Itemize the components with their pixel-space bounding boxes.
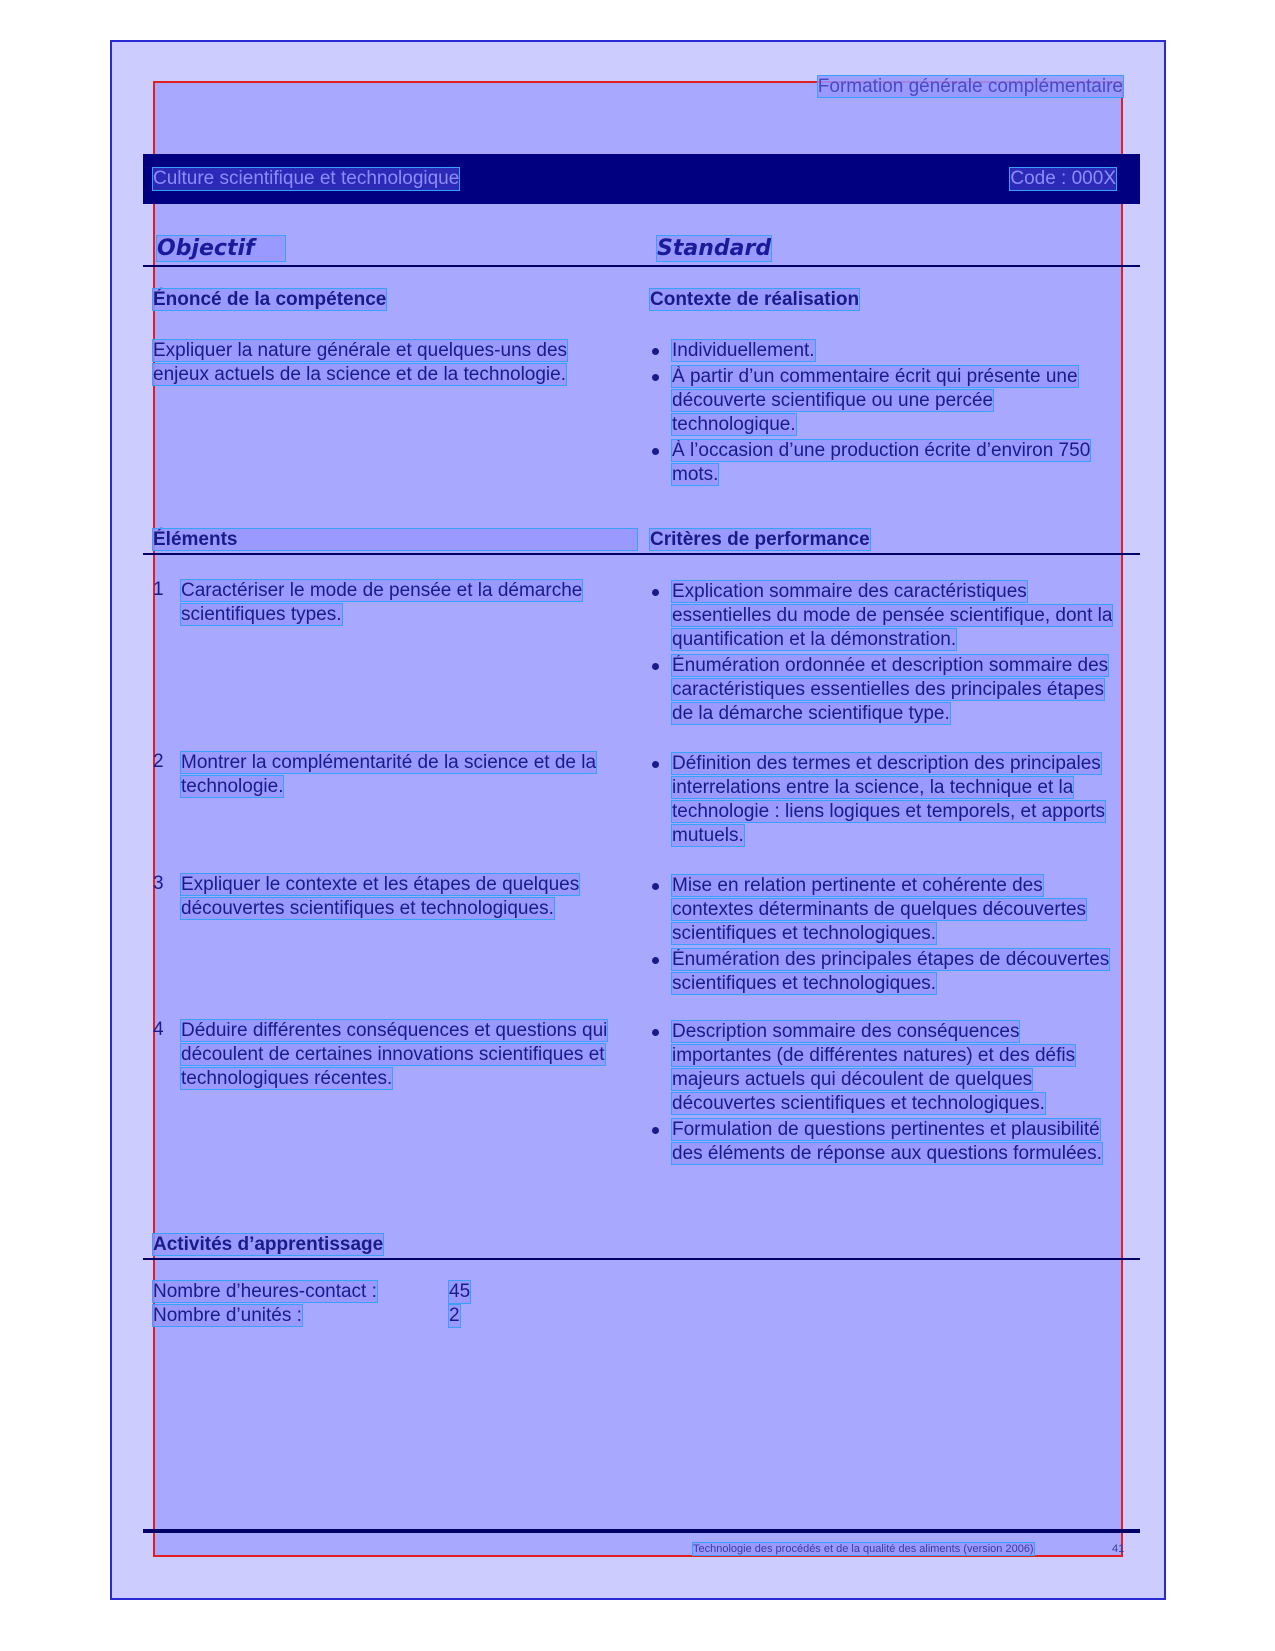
element-number: 3 [153, 873, 164, 894]
list-item: Énumération ordonnée et description sommaire des caractéristiques essentielles des principales étapes de la démarche scientifique type. [650, 654, 1120, 726]
list-item: Mise en relation pertinente et cohérente des contextes déterminants de quelques découvertes scientifiques et technologiques. [650, 874, 1120, 946]
element-text: Expliquer le contexte et les étapes de quelques découvertes scientifiques et technologiques. [181, 874, 580, 919]
list-item: Définition des termes et description des principales interrelations entre la science, la technique et la technologie : liens logiques et temporels, et apports mutuels. [650, 752, 1120, 848]
criteria-heading: Critères de performance [650, 529, 870, 550]
section-divider [143, 553, 1140, 555]
hours-row: Nombre d’heures-contact : 45 [153, 1281, 471, 1302]
section-divider [143, 265, 1140, 267]
footer-text: Technologie des procédés et de la qualité des aliments (version 2006) [693, 1543, 1034, 1555]
activities-heading: Activités d’apprentissage [153, 1234, 384, 1255]
program-header: Formation générale complémentaire [817, 76, 1123, 97]
list-item: À l’occasion d’une production écrite d’environ 750 mots. [650, 439, 1120, 487]
criteria-list [650, 580, 1120, 728]
criteria-list [650, 752, 1120, 850]
context-heading: Contexte de réalisation [650, 289, 860, 310]
objective-heading: Objectif [157, 236, 285, 261]
list-item: Formulation de questions pertinentes et plausibilité des éléments de réponse aux questions formulées. [650, 1118, 1120, 1166]
list-item: Explication sommaire des caractéristiques essentielles du mode de pensée scientifique, dont la quantification et la démonstration. [650, 580, 1120, 652]
units-value: 2 [449, 1305, 460, 1326]
criteria-list [650, 1020, 1120, 1168]
element-text: Montrer la complémentarité de la science et de la technologie. [181, 752, 597, 797]
element-text: Déduire différentes conséquences et questions qui découlent de certaines innovations scientifiques et technologiques récentes. [181, 1020, 608, 1089]
element-number: 2 [153, 751, 164, 772]
context-list [650, 339, 1120, 489]
element-text: Caractériser le mode de pensée et la démarche scientifiques types. [181, 580, 583, 625]
list-item: Individuellement. [650, 339, 1120, 363]
course-banner [143, 154, 1140, 204]
list-item: Description sommaire des conséquences importantes (de différentes natures) et des défis majeurs actuels qui découlent de quelques découvertes scientifiques et technologiques. [650, 1020, 1120, 1116]
units-row: Nombre d’unités : 2 [153, 1305, 460, 1326]
element-number: 4 [153, 1019, 164, 1040]
footer-divider [143, 1529, 1140, 1533]
criteria-list [650, 874, 1120, 998]
list-item: À partir d’un commentaire écrit qui présente une découverte scientifique ou une percée technologique. [650, 365, 1120, 437]
course-code: Code : 000X [1010, 168, 1116, 189]
section-divider [143, 1258, 1140, 1260]
list-item: Énumération des principales étapes de découvertes scientifiques et technologiques. [650, 948, 1120, 996]
competence-text: Expliquer la nature générale et quelques-uns des enjeux actuels de la science et de la technologie. [153, 340, 568, 385]
hours-value: 45 [449, 1281, 471, 1302]
page-number: 41 [1112, 1543, 1125, 1555]
standard-heading: Standard [657, 236, 772, 261]
elements-heading: Éléments [153, 529, 637, 551]
element-number: 1 [153, 579, 164, 600]
course-title: Culture scientifique et technologique [153, 168, 460, 189]
competence-heading: Énoncé de la compétence [153, 289, 387, 310]
